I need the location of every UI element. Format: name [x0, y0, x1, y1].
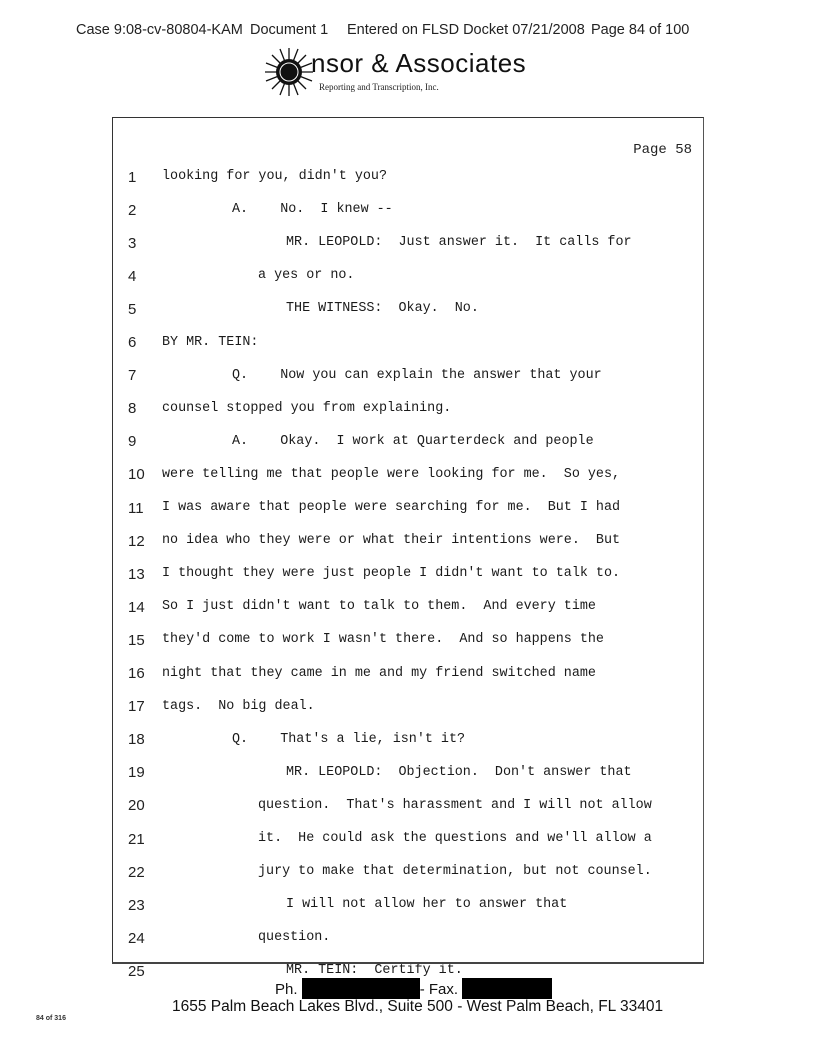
- transcript-line: no idea who they were or what their intentions were. But: [162, 533, 621, 549]
- transcript-line: I thought they were just people I didn't want to talk to.: [162, 566, 621, 582]
- page-bottom-rule: [112, 962, 704, 964]
- docket-entry: Entered on FLSD Docket 07/21/2008: [347, 22, 585, 38]
- transcript-line: question. That's harassment and I will not allow: [258, 797, 652, 813]
- transcript-line: a yes or no.: [258, 268, 355, 284]
- transcript-line: Q. Now you can explain the answer that your: [232, 367, 602, 383]
- transcript-line: BY MR. TEIN:: [162, 334, 259, 350]
- transcript-line: jury to make that determination, but not counsel.: [258, 864, 652, 880]
- line-number: 19: [128, 764, 145, 782]
- page-counter: 84 of 316: [36, 1015, 66, 1022]
- line-number: 22: [128, 863, 145, 881]
- page-of-total: Page 84 of 100: [591, 22, 690, 38]
- transcript-line: night that they came in me and my friend switched name: [162, 665, 596, 681]
- line-number: 5: [128, 300, 137, 318]
- line-number: 10: [128, 466, 145, 484]
- transcript-line: THE WITNESS: Okay. No.: [286, 301, 479, 317]
- transcript-page-number: Page 58: [633, 142, 692, 158]
- line-number: 15: [128, 631, 145, 649]
- redacted-fax: [462, 978, 552, 999]
- line-number: 3: [128, 234, 137, 252]
- transcript-line: MR. LEOPOLD: Just answer it. It calls for: [286, 235, 632, 251]
- line-number: 14: [128, 598, 145, 616]
- sunburst-seal-icon: [263, 46, 315, 98]
- redacted-phone: [302, 978, 420, 999]
- line-number: 13: [128, 565, 145, 583]
- transcript-line: it. He could ask the questions and we'll allow a: [258, 831, 652, 846]
- transcript-line: I was aware that people were searching for me. But I had: [162, 500, 621, 515]
- transcript-line: A. Okay. I work at Quarterdeck and people: [232, 433, 594, 449]
- line-number: 4: [128, 267, 137, 285]
- firm-subtitle: Reporting and Transcription, Inc.: [319, 82, 439, 92]
- line-number: 1: [128, 168, 137, 186]
- line-number: 16: [128, 665, 145, 682]
- transcript-line: they'd come to work I wasn't there. And so happens the: [162, 632, 604, 648]
- transcript-line: were telling me that people were looking for me. So yes,: [162, 466, 621, 482]
- transcript-line: MR. TEIN: Certify it.: [286, 963, 463, 979]
- phone-label: Ph.: [275, 981, 298, 998]
- transcript-line: looking for you, didn't you?: [162, 169, 387, 184]
- line-number: 18: [128, 731, 145, 749]
- transcript-line: Q. That's a lie, isn't it?: [232, 731, 466, 747]
- line-number: 24: [128, 929, 145, 947]
- line-number: 6: [128, 334, 137, 351]
- line-number: 7: [128, 367, 137, 385]
- line-number: 21: [128, 830, 145, 848]
- transcript-line: A. No. I knew --: [232, 202, 393, 218]
- line-number: 8: [128, 400, 137, 418]
- footer-contact: [275, 978, 552, 999]
- transcript-line: question.: [258, 930, 331, 946]
- line-number: 2: [128, 201, 137, 219]
- transcript-line: I will not allow her to answer that: [286, 897, 568, 913]
- line-number: 17: [128, 698, 145, 716]
- reporting-logo: [263, 44, 563, 100]
- line-number: 9: [128, 433, 137, 451]
- case-header: [76, 22, 776, 38]
- transcript-line: MR. LEOPOLD: Objection. Don't answer that: [286, 764, 632, 780]
- firm-name: nsor & Associates: [311, 48, 527, 78]
- case-number: Case 9:08-cv-80804-KAM: [76, 22, 243, 38]
- line-number: 12: [128, 532, 145, 550]
- transcript-line: counsel stopped you from explaining.: [162, 400, 452, 416]
- fax-label: - Fax.: [419, 981, 459, 998]
- line-number: 23: [128, 896, 145, 914]
- transcript-line: So I just didn't want to talk to them. And every time: [162, 599, 596, 615]
- transcript-line: tags. No big deal.: [162, 698, 315, 714]
- line-number: 25: [128, 962, 145, 980]
- line-number: 11: [128, 499, 144, 517]
- line-number: 20: [128, 797, 145, 815]
- document-number: Document 1: [250, 22, 329, 38]
- footer-address: 1655 Palm Beach Lakes Blvd., Suite 500 - West Palm Beach, FL 33401: [172, 998, 664, 1015]
